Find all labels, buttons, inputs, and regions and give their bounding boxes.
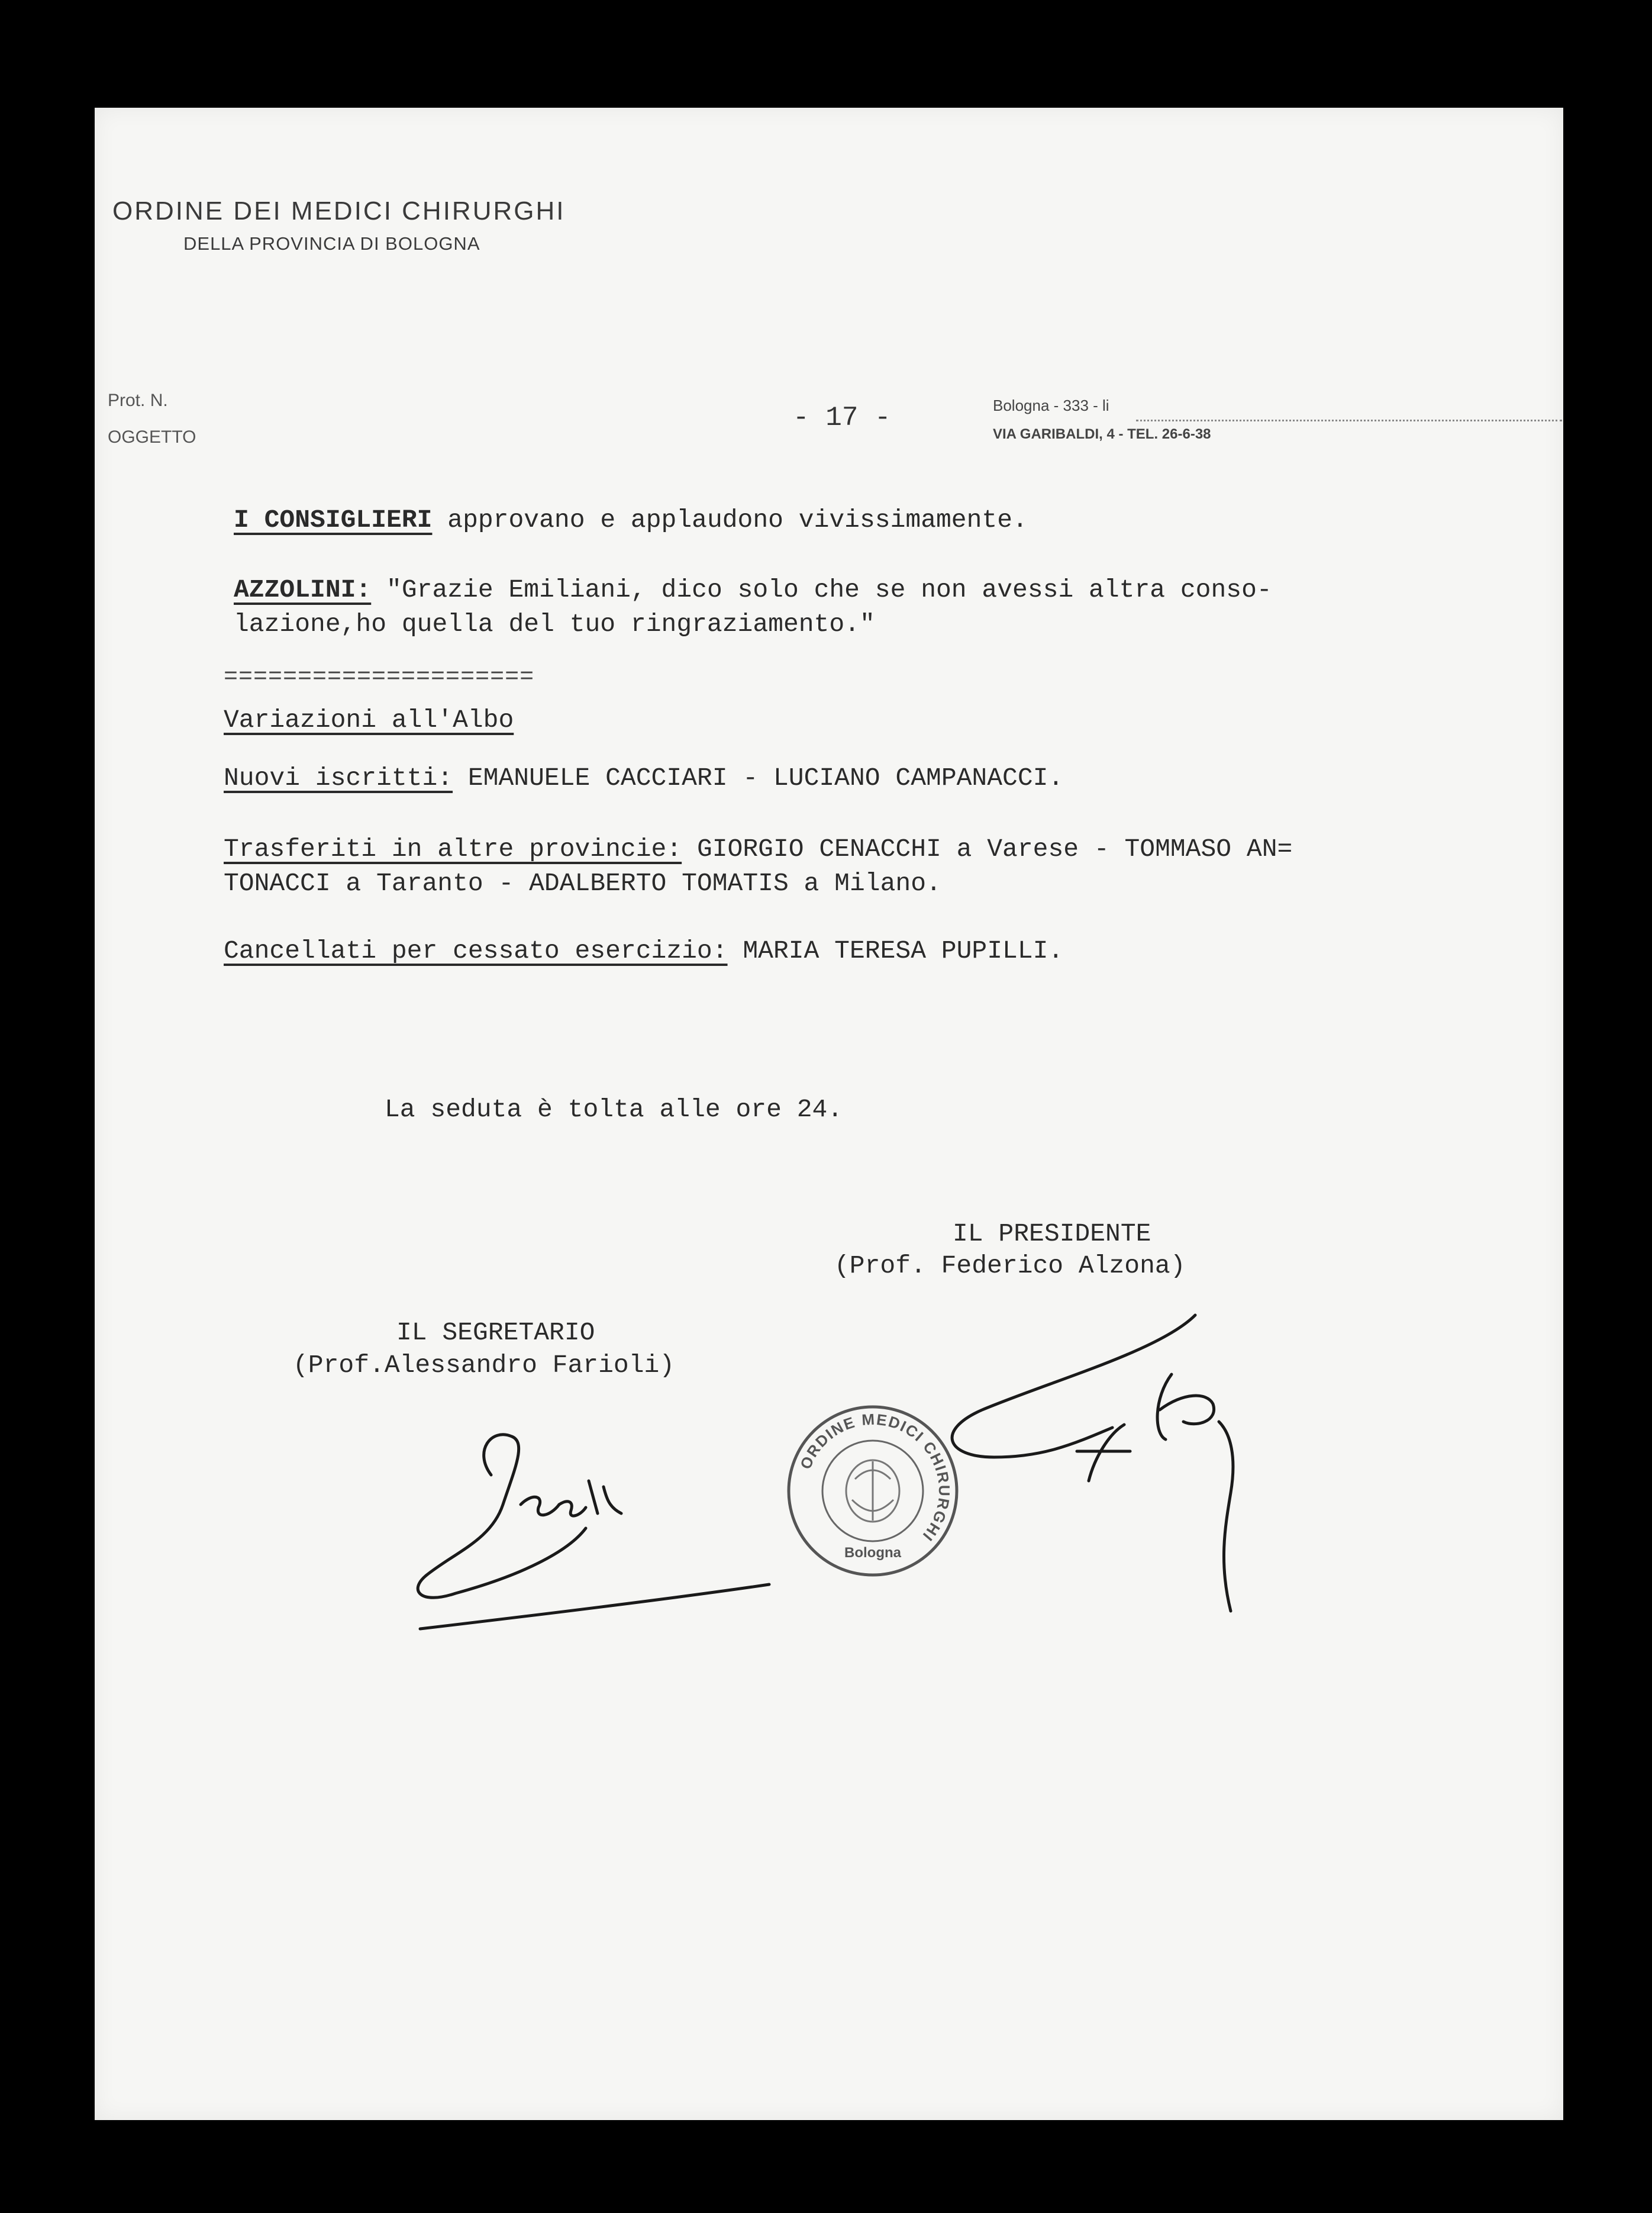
date-dotted-line [1136, 420, 1562, 421]
list-text: MARIA TERESA PUPILLI. [727, 936, 1064, 965]
place-date-label: Bologna - 333 - li [993, 397, 1109, 414]
list-label: Trasferiti in altre provincie: [224, 835, 682, 864]
secretary-name: (Prof.Alessandro Farioli) [293, 1351, 675, 1380]
letterhead-title: ORDINE DEI MEDICI CHIRURGHI [112, 197, 566, 226]
prot-label: Prot. N. [108, 391, 168, 410]
separator-line: ===================== [224, 664, 535, 691]
list-text: GIORGIO CENACCHI a Varese - TOMMASO AN= [682, 835, 1293, 864]
paragraph-azzolini-line1 [234, 575, 1272, 604]
list-label: Nuovi iscritti: [224, 764, 453, 793]
paragraph-consiglieri [234, 505, 1028, 534]
stamp-emblem [846, 1460, 899, 1522]
letterhead-address: VIA GARIBALDI, 4 - TEL. 26-6-38 [993, 426, 1211, 442]
nuovi-iscritti-line [224, 764, 1063, 793]
letterhead-subtitle: DELLA PROVINCIA DI BOLOGNA [183, 233, 480, 254]
paragraph-azzolini-line2: lazione,ho quella del tuo ringraziamento." [234, 610, 875, 639]
trasferiti-line1 [224, 835, 1292, 864]
stamp-ring-text: ORDINE MEDICI CHIRURGHI [796, 1410, 954, 1545]
official-stamp [784, 1402, 961, 1580]
secretary-title: IL SEGRETARIO [396, 1318, 595, 1347]
paragraph-text: approvano e applaudono vivissimamente. [432, 505, 1028, 534]
speaker-label: AZZOLINI: [234, 575, 372, 604]
oggetto-label: OGGETTO [108, 427, 196, 447]
page-number: - 17 - [793, 402, 891, 433]
cancellati-line [224, 936, 1063, 965]
document-page [95, 108, 1563, 2120]
section-title: Variazioni all'Albo [224, 706, 514, 735]
speaker-label: I CONSIGLIERI [234, 505, 433, 534]
closing-line: La seduta è tolta alle ore 24. [385, 1095, 843, 1124]
president-name: (Prof. Federico Alzona) [834, 1251, 1186, 1280]
list-label: Cancellati per cessato esercizio: [224, 936, 728, 965]
president-title: IL PRESIDENTE [953, 1219, 1151, 1248]
trasferiti-line2: TONACCI a Taranto - ADALBERTO TOMATIS a Milano. [224, 869, 941, 898]
list-text: EMANUELE CACCIARI - LUCIANO CAMPANACCI. [453, 764, 1064, 793]
stamp-bottom-text: Bologna [844, 1545, 901, 1561]
paragraph-text: "Grazie Emiliani, dico solo che se non avessi altra conso- [371, 575, 1272, 604]
